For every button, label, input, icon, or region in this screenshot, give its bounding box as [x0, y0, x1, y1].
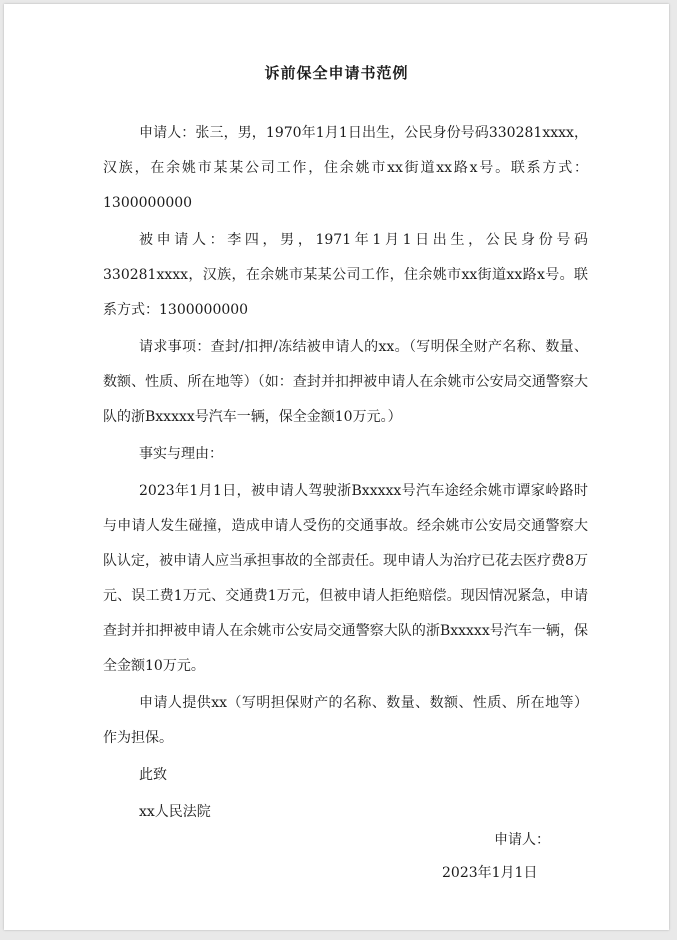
request-paragraph: 请求事项：查封/扣押/冻结被申请人的xx。（写明保全财产名称、数量、数额、性质、所在地等）（如：查封并扣押被申请人在余姚市公安局交通警察大队的浙Bxxxxx号汽车一辆，保全金额10万元。） — [103, 339, 588, 425]
document-body — [103, 116, 588, 832]
closing-salutation: 此致 — [139, 767, 167, 783]
facts-paragraph: 2023年1月1日，被申请人驾驶浙Bxxxxx号汽车途经余姚市谭家岭路时与申请人发生碰撞，造成申请人受伤的交通事故。经余姚市公安局交通警察大队认定，被申请人应当承担事故的全部责任。现申请人为治疗已花去医疗费8万元、误工费1万元、交通费1万元，但被申请人拒绝赔偿。现因情况紧急，申请查封并扣押被申请人在余姚市公安局交通警察大队的浙Bxxxxx号汽车一辆，保全金额10万元。 — [103, 483, 588, 674]
signature-label: 申请人： — [494, 832, 550, 848]
applicant-paragraph: 申请人：张三，男，1970年1月1日出生，公民身份号码330281xxxx，汉族，在余姚市某某公司工作，住余姚市xx街道xx路x号。联系方式：1300000000 — [103, 125, 588, 211]
court-name: xx人民法院 — [139, 804, 211, 820]
facts-heading: 事实与理由： — [139, 446, 223, 462]
guarantee-paragraph: 申请人提供xx（写明担保财产的名称、数量、数额、性质、所在地等）作为担保。 — [103, 695, 588, 746]
signature-date: 2023年1月1日 — [442, 865, 538, 881]
document-page — [4, 4, 669, 930]
document-title: 诉前保全申请书范例 — [264, 64, 409, 82]
respondent-paragraph: 被申请人：李四，男，1971年1月1日出生，公民身份号码330281xxxx，汉族，在余姚市某某公司工作，住余姚市xx街道xx路x号。联系方式：1300000000 — [103, 232, 588, 318]
